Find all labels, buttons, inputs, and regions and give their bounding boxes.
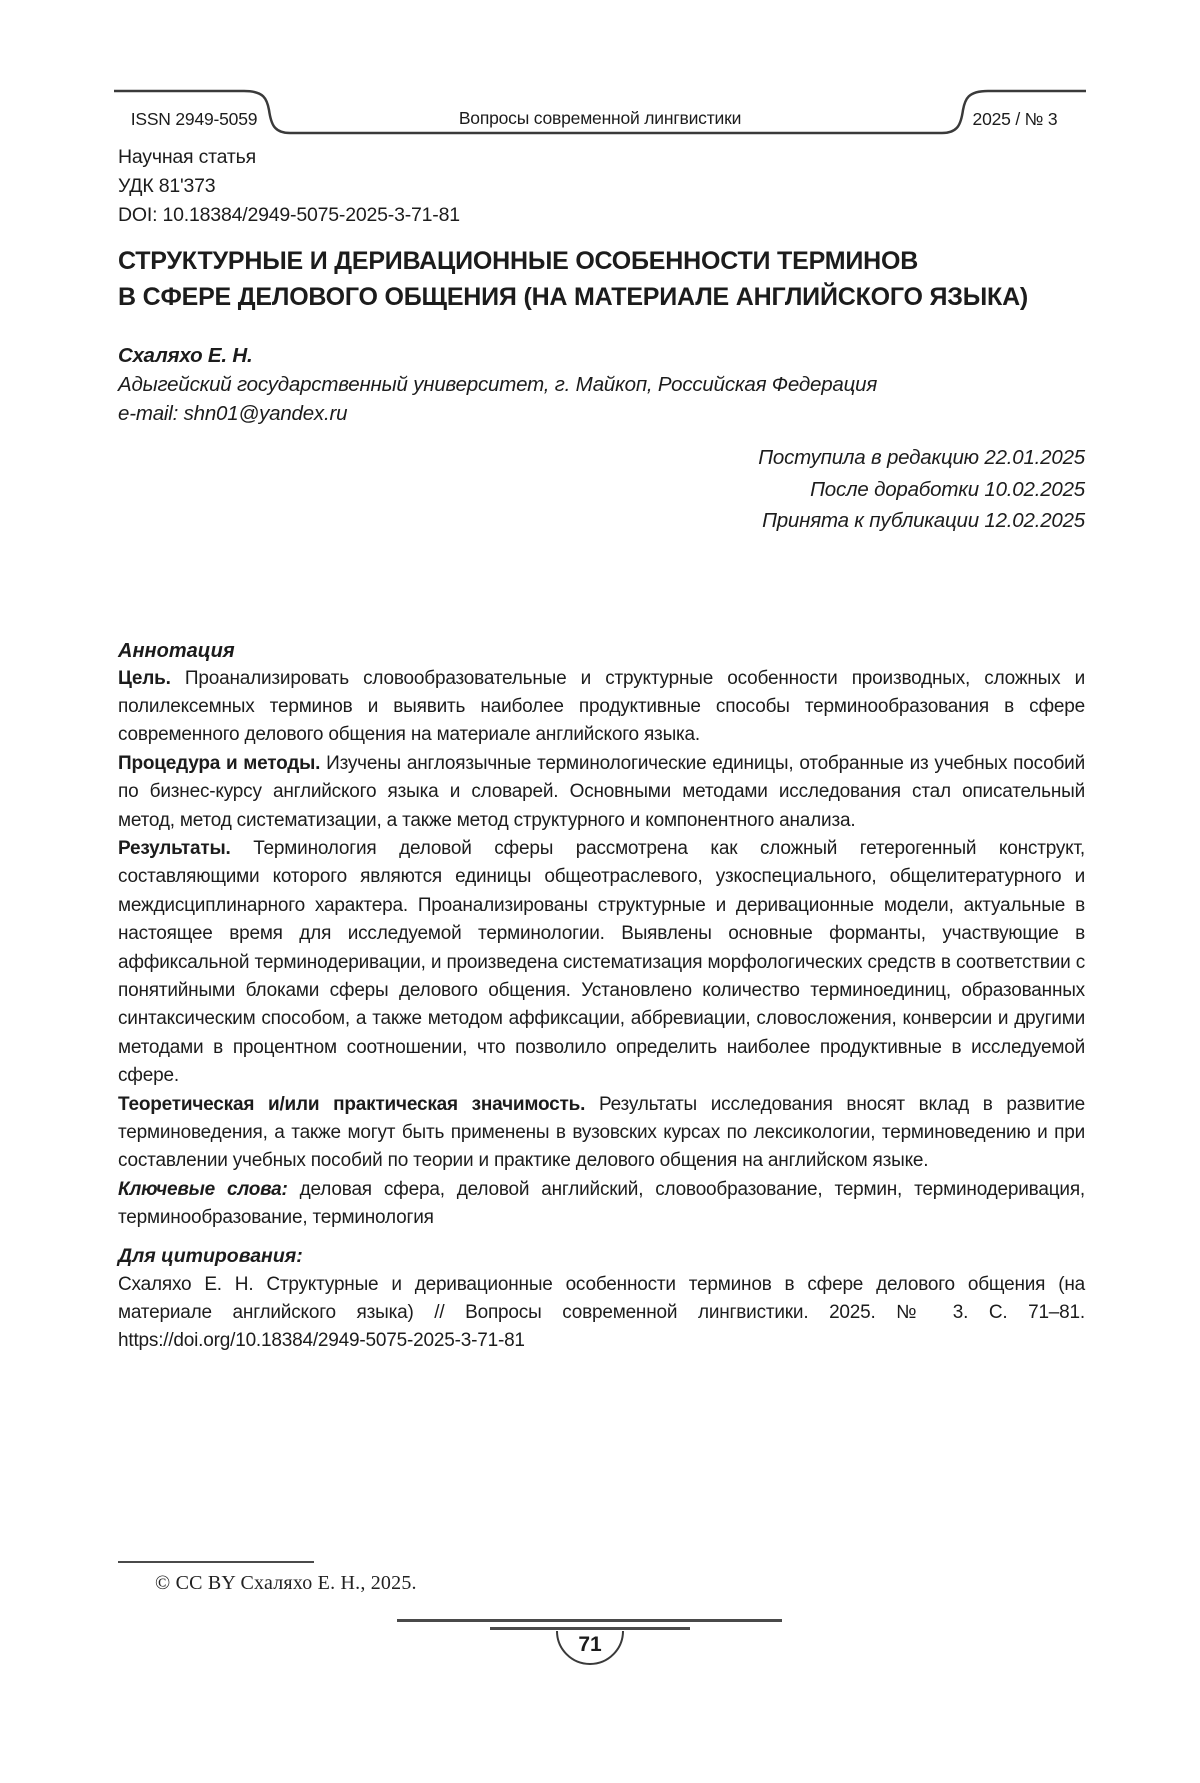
abstract-heading: Аннотация [118, 639, 235, 662]
abstract-results-text: Терминология деловой сферы рассмотрена как сложный гетерогенный конструкт, составляющими которого являются единицы общеотраслевого, узкоспециального, общелитературного и междисциплинарного характера. Проанализированы структурные и деривационные модели, актуальные в настоящее время для исследуемой терминологии. Выявлены основные форманты, участвующие в аффиксальной терминодеривации, и произведена систематизация морфологических средств в соответствии с понятийными блоками сферы делового общения. Установлено количество терминоединиц, образованных синтаксическим способом, а также методом аффиксации, аббревиации, словосложения, конверсии и другими методами в процентном соотношении, что позволило определить наиболее продуктивные в исследуемой сфере. [118, 837, 1085, 1087]
keywords-paragraph [118, 1176, 1085, 1233]
article-title [118, 243, 1085, 315]
citation-label: Для цитирования: [118, 1244, 303, 1267]
abstract-goal-text: Проанализировать словообразовательные и структурные особенности производных, сложных и полилексемных терминов и выявить наиболее продуктивные способы терминообразования в сфере современного делового общения на материале английского языка. [118, 667, 1085, 746]
author-email: e-mail: shn01@yandex.ru [118, 402, 348, 425]
date-received: Поступила в редакцию 22.01.2025 [758, 446, 1085, 469]
doi-number: DOI: 10.18384/2949-5075-2025-3-71-81 [118, 204, 460, 226]
abstract-section-goal [118, 665, 1085, 750]
footnote-divider [118, 1561, 314, 1563]
date-accepted: Принята к публикации 12.02.2025 [762, 509, 1085, 532]
journal-title: Вопросы современной лингвистики [458, 108, 742, 128]
abstract-methods-label: Процедура и методы. [118, 752, 321, 774]
abstract-significance-label: Теоретическая и/или практическая значимость. [118, 1093, 586, 1115]
footer-rule-long [397, 1619, 782, 1622]
author-affiliation: Адыгейский государственный университет, г. Майкоп, Российская Федерация [118, 373, 878, 396]
issn-label: ISSN 2949-5059 [130, 109, 258, 129]
title-line-1: СТРУКТУРНЫЕ И ДЕРИВАЦИОННЫЕ ОСОБЕННОСТИ ТЕРМИНОВ [118, 247, 919, 275]
title-line-2: В СФЕРЕ ДЕЛОВОГО ОБЩЕНИЯ (НА МАТЕРИАЛЕ АНГЛИЙСКОГО ЯЗЫКА) [118, 283, 1029, 311]
article-type: Научная статья [118, 146, 256, 168]
page-number: 71 [578, 1633, 602, 1656]
abstract-goal-label: Цель. [118, 667, 171, 689]
abstract-section-methods [118, 750, 1085, 835]
date-revised: После доработки 10.02.2025 [810, 477, 1085, 501]
author-block [118, 341, 1085, 428]
issue-label: 2025 / № 3 [972, 109, 1058, 129]
abstract-results-label: Результаты. [118, 837, 231, 859]
abstract-section-results [118, 835, 1085, 1091]
keywords-text: деловая сфера, деловой английский, словообразование, термин, терминодеривация, терминообразование, терминология [118, 1178, 1085, 1229]
citation-text: Схаляхо Е. Н. Структурные и деривационные особенности терминов в сфере делового общения (на материале английского языка) // Вопросы современной лингвистики. 2025. № 3. С. 71–81. https://doi.org/10.18384/2949-5075-2025-3-71-81 [118, 1273, 1085, 1352]
abstract-significance-text: Результаты исследования вносят вклад в развитие терминоведения, а также могут быть применены в вузовских курсах по лексикологии, терминоведению и при составлении учебных пособий по теории и практике делового общения на английском языке. [118, 1093, 1085, 1172]
article-meta [118, 143, 1085, 230]
udc-number: УДК 81'373 [118, 175, 216, 197]
keywords-label: Ключевые слова: [118, 1178, 288, 1200]
author-name: Схаляхо Е. Н. [118, 344, 253, 367]
copyright-note: © CC BY Схаляхо Е. Н., 2025. [155, 1572, 417, 1594]
submission-dates [118, 442, 1085, 537]
abstract-methods-text: Изучены англоязычные терминологические единицы, отобранные из учебных пособий по бизнес-курсу английского языка и словарей. Основными методами исследования стал описательный метод, метод систематизации, а также метод структурного и компонентного анализа. [118, 752, 1085, 831]
abstract-section-significance [118, 1091, 1085, 1176]
article-content [118, 0, 1085, 1356]
